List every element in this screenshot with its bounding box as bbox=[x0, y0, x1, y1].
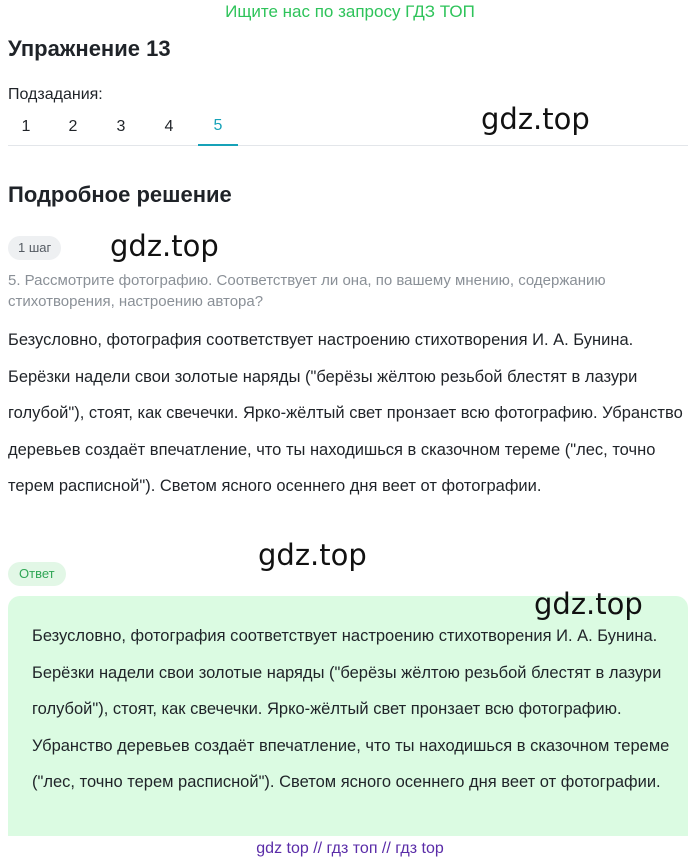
page-title: Упражнение 13 bbox=[8, 36, 171, 61]
watermark: gdz.top bbox=[534, 587, 643, 621]
tab-subtask-5[interactable]: 5 bbox=[198, 108, 238, 146]
tab-subtask-3[interactable]: 3 bbox=[116, 118, 126, 135]
watermark: gdz.top bbox=[481, 102, 590, 136]
answer-box bbox=[8, 596, 688, 836]
footer-links[interactable]: gdz top // гдз топ // гдз top bbox=[256, 840, 444, 857]
question-text: 5. Рассмотрите фотографию. Соответствует ли она, по вашему мнению, содержанию стихотворения, настроению автора? bbox=[8, 272, 606, 310]
answer-badge: Ответ bbox=[8, 562, 66, 586]
tab-subtask-1[interactable]: 1 bbox=[21, 118, 31, 135]
top-banner: Ищите нас по запросу ГДЗ ТОП bbox=[225, 2, 475, 21]
tab-subtask-4[interactable]: 4 bbox=[164, 118, 174, 135]
section-title: Подробное решение bbox=[8, 182, 232, 207]
subtasks-label: Подзадания: bbox=[8, 86, 103, 103]
tab-subtask-2[interactable]: 2 bbox=[68, 118, 78, 135]
watermark: gdz.top bbox=[258, 538, 367, 572]
watermark: gdz.top bbox=[110, 229, 219, 263]
answer-text: Безусловно, фотография соответствует настроению стихотворения И. А. Бунина. Берёзки надели свои золотые наряды ("берёзы жёлтою резьбой блестят в лазури голубой"), стоят, как свечечки. Ярко-жёлтый свет пронзает всю фотографию. Убранство деревьев создаёт впечатление, что ты находишься в сказочном тереме ("лес, точно терем расписной"). Светом ясного осеннего дня веет от фотографии. bbox=[32, 627, 670, 791]
solution-text: Безусловно, фотография соответствует настроению стихотворения И. А. Бунина. Берёзки надели свои золотые наряды ("берёзы жёлтою резьбой блестят в лазури голубой"), стоят, как свечечки. Ярко-жёлтый свет пронзает всю фотографию. Убранство деревьев создаёт впечатление, что ты находишься в сказочном тереме ("лес, точно терем расписной"). Светом ясного осеннего дня веет от фотографии. bbox=[8, 331, 683, 495]
step-badge: 1 шаг bbox=[8, 236, 61, 260]
